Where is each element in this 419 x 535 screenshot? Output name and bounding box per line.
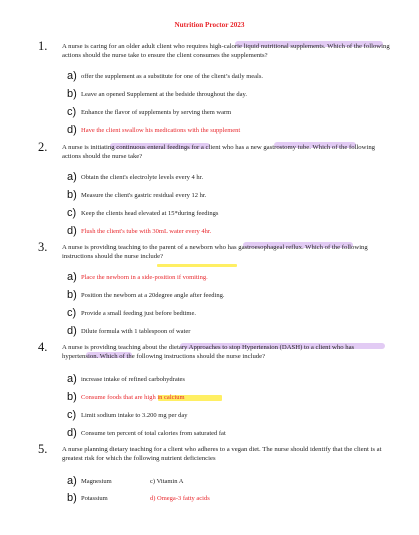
correct-answer-text: Have the client swallow his medications with the supplement [81, 127, 241, 134]
option-letter: b) [67, 492, 77, 504]
option-1c[interactable] [0, 106, 419, 118]
page-title: Nutrition Proctor 2023 [174, 21, 245, 29]
option-letter: d) [150, 495, 156, 502]
correct-answer-text: Flush the client's tube with 30mL water every 4hr. [81, 228, 212, 235]
option-text: Measure the client's gastric residual every 12 hr. [81, 192, 207, 199]
option-1a[interactable] [0, 70, 419, 82]
option-letter: a) [67, 271, 77, 283]
option-text: Limit sodium intake to 3.200 mg per day [81, 412, 188, 419]
option-5d[interactable] [150, 495, 210, 503]
option-text: Consume ten percent of total calories from saturated fat [81, 430, 226, 437]
option-letter: a) [67, 475, 77, 487]
option-text: Obtain the client's electrolyte levels every 4 hr. [81, 174, 204, 181]
option-4d[interactable] [0, 427, 419, 439]
option-letter: d) [67, 427, 77, 439]
option-letter: b) [67, 289, 77, 301]
question-number: 1. [38, 39, 48, 53]
option-3b[interactable] [0, 289, 419, 301]
option-2d[interactable] [0, 225, 419, 237]
correct-answer-text: Omega-3 fatty acids [157, 495, 210, 502]
question-number: 2. [38, 140, 48, 154]
option-text: Potassium [81, 495, 108, 502]
option-text: Keep the clients head elevated at 15*during feedings [81, 210, 219, 217]
option-letter: c) [67, 207, 77, 219]
question-number: 3. [38, 240, 48, 254]
option-letter: b) [67, 391, 77, 403]
option-text: Dilute formula with 1 tablespoon of water [81, 328, 191, 335]
question-number: 4. [38, 340, 48, 354]
option-letter: d) [67, 325, 77, 337]
option-letter: c) [67, 307, 77, 319]
option-letter: b) [67, 88, 77, 100]
option-letter: a) [67, 171, 77, 183]
option-3a[interactable] [0, 271, 419, 283]
question-text: A nurse is initiating continuous enteral feedings for a client who has a new gastrostomy tube. Which of the following actions should the nurse take? [62, 144, 376, 160]
option-4b[interactable] [0, 391, 419, 403]
option-text: Position the newborn at a 20degree angle after feeding. [81, 292, 225, 299]
option-letter: b) [67, 189, 77, 201]
option-1b[interactable] [0, 88, 419, 100]
correct-answer-text: Place the newborn in a side-position if vomiting. [81, 274, 208, 281]
option-4a[interactable] [0, 373, 419, 385]
question-number: 5. [38, 442, 48, 456]
option-letter: d) [67, 225, 77, 237]
correct-answer-text: Consume foods that are high in calcium [81, 394, 185, 401]
option-3d[interactable] [0, 325, 419, 337]
option-5b[interactable] [0, 492, 419, 504]
option-text: Provide a small feeding just before bedtime. [81, 310, 196, 317]
option-2c[interactable] [0, 207, 419, 219]
option-text: Magnesium [81, 478, 112, 485]
option-text: offer the supplement as a substitute for one of the client’s daily meals. [81, 73, 264, 80]
option-text: Leave an opened Supplement at the bedside throughout the day. [81, 91, 248, 98]
question-text: A nurse planning dietary teaching for a client who adheres to a vegan diet. The nurse should identify that the client is at greatest risk for which the following nutrient deficiencies [62, 446, 382, 462]
option-2a[interactable] [0, 171, 419, 183]
option-2b[interactable] [0, 189, 419, 201]
option-letter: d) [67, 124, 77, 136]
option-letter: a) [67, 70, 77, 82]
option-3c[interactable] [0, 307, 419, 319]
question-text: A nurse is providing teaching to the parent of a newborn who has gastroesophageal reflux. Which of the following instructions should the nurse include? [62, 244, 368, 260]
option-4c[interactable] [0, 409, 419, 421]
option-5a[interactable] [0, 475, 419, 487]
option-1d[interactable] [0, 124, 419, 136]
option-letter: c) [67, 409, 77, 421]
option-letter: c) [67, 106, 77, 118]
question-text: A nurse is caring for an older adult client who requires high-calorie liquid nutritional supplements. Which of the following actions should the nurse take to ensure the client consumes the supplements? [62, 43, 390, 59]
option-text: Vitamin A [156, 478, 184, 485]
option-text: increase intake of refined carbohydrates [81, 376, 185, 383]
option-text: Enhance the flavor of supplements by serving them warm [81, 109, 232, 116]
question-text: A nurse is providing teaching about the dietary Approaches to stop Hypertension (DASH) to a client who has hypertension. Which of the following instructions should the nurse include? [62, 344, 355, 360]
option-letter: a) [67, 373, 77, 385]
option-letter: c) [150, 478, 156, 485]
highlight [157, 264, 237, 267]
option-5c[interactable] [150, 478, 183, 486]
